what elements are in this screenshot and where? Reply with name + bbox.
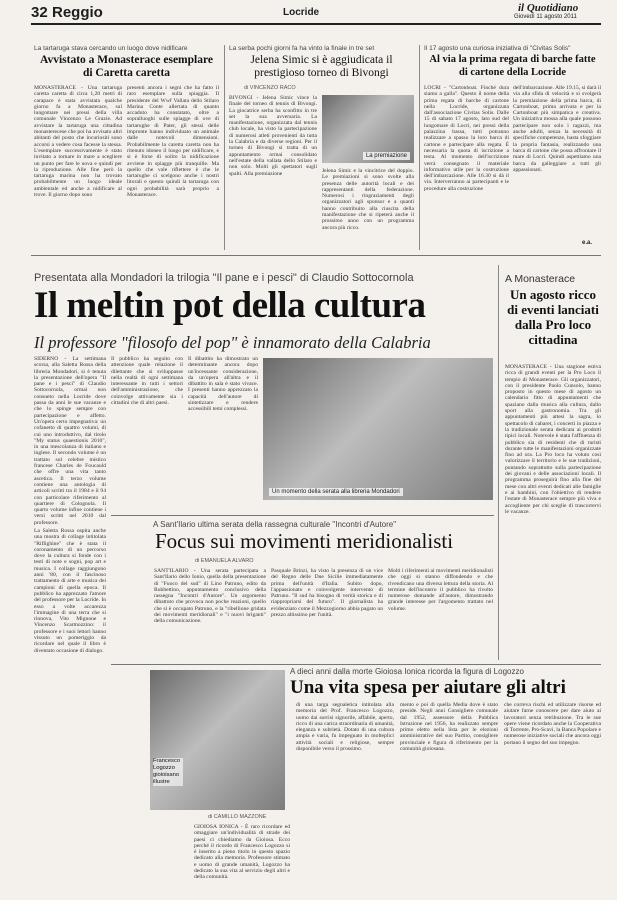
bookstore-photo: [263, 358, 493, 500]
logozzo-portrait-photo: [150, 670, 285, 810]
column-divider-1: [224, 45, 225, 250]
focus-headline: Focus sui movimenti meridionalisti: [155, 529, 454, 553]
column-divider-2: [419, 45, 420, 250]
main-body-col1: SIDERNO - La settimana scorsa, alla Saletta Rossa della libreria Mondadori, si è tenuta la presentazione dell'opera "Il pane e i pesci" di Claudio Sottocornola, ormai non consueto nella Locride dove passa da anni le sue vacanze e che lo spinge sempre con partecipazione e affetto. Un'opera certo impegnativa: un cofanetto di quattro volumi, di cui uno introduttivo, dal titolo "My status quaestionis 2010", in una mescolanza di italiano e inglese. Il secondo volume è un trattato sul celebre mistico francese Charles de Foucauld che offre una vita tanto ascetica. Il terzo volume contiene una antologia di articoli scritti tra il 1984 e il 94 con particolare riferimento al quartiere di Colognola. Il quarto volume infine contiene i versi scritti nel 2010 dal professore.: [34, 356, 106, 526]
main-headline: Il meltin pot della cultura: [34, 285, 426, 326]
page-number: 32: [31, 4, 48, 21]
focus-byline: di EMANUELA ALVARO: [195, 558, 254, 564]
bookstore-photo-caption: Un momento della serata alla libreria Mondadori: [269, 488, 403, 496]
article-1-body-col1: MONASTERACE - Una tartaruga caretta caretta di circa 1,20 metri di carapace è stata avvistata qualche giorno fa a Monasterace, sul lungomare nei pressi della villa comunale Vincenzo Le Grazie. Ad avvistare la tartaruga una cittadina monasterecese che poi ha avvisato altri abitanti del posto che incuriositi sono accorsi a vedere cosa facesse la stessa. L'esemplare successivamente è stato invitato a tornare in mare a scegliere un punto per fare le uova e quindi per la riproduzione. Alle fine però la tartaruga marina non ha trovato probabilmente un luogo ideale ambientale ed anche a nidificare al trove. Il giorno dopo sono: [34, 85, 122, 199]
article-1-headline: Avvistato a Monasterace esemplare di Caretta caretta: [40, 54, 213, 79]
article-2-body-col1: BIVONGI - Jelena Simic vince la finale del torneo di tennis di Bivongi. La giocatrice serba ha sconfitto in tre set la sua avversaria. La manifestazione, organizzata dal tennis club locale, ha visto la partecipazione di numerosi atleti provenienti da tutta la Calabria e da diverse regioni. Per il torneo di Bivongi si tratta di un appuntamento ormai consolidato nell'estate della vallata dello Stilaro e non solo. Molti gli spettatori sugli spalti. Alla premiazione: [229, 95, 317, 177]
sidebar-kicker: A Monasterace: [505, 273, 576, 285]
article-3-signature: e.a.: [582, 240, 593, 246]
focus-body-col3: Molti i riferimenti ai movimenti meridionalisti che oggi si stanno diffondendo e che rivendicano una diversa lettura della storia. Al termine dell'incontro il pubblico ha rivolto numerose domande all'autore, dimostrando grande interesse per l'argomento trattato nel volume.: [388, 568, 493, 612]
bottom-section-rule: [111, 664, 601, 665]
locality-name: Locride: [283, 7, 320, 18]
sidebar-headline: Un agosto ricco di eventi lanciati dalla Pro loco cittadina: [507, 287, 599, 347]
section-name: Reggio: [52, 4, 103, 21]
article-3-body-col1: LOCRI - "Cartonboat. Finché dura siamo a galla". Questo il nome della prima regata di barche di cartone nella Locride, organizzata dall'associazione Civitas Solis. Dalle 15 di sabato 17 agosto, lato sud del lungomare di Locri, nei pressi della palazzina bassa, tutti potranno realizzare a spasso la loro barca di cartone e partecipare alla regata. È necessaria la quota di iscrizione a testa. Al momento dell'iscrizione verrà consegnato il materiale informativo utile per la costruzione dell'imbarcazione. Alle 16.30 si dà il via. Interverranno ai partecipanti e le procedure alla costruzione: [424, 85, 509, 192]
tennis-photo-caption: La premiazione: [363, 152, 410, 160]
article-3-headline: Al via la prima regata di barche fatte di cartone della Locride: [429, 54, 596, 78]
main-body-col2: La Saletta Rossa ospita anche una mostra di collage intitolata "Riflighine" che è stata il coronamento di un percorso dove la cultura si fonde con i testi di note e sogni, pop art e musica. I collage raggiungono anni '80, con il fascinoso trattamento di arte e musica dei campioni di quella epoca. Il pubblico ha apprezzato l'amore del professore per la Locride. In esso a volte accarezza l'immagine di una terra che si rinnova, Vito Mignone e Vincenzo Scarmozzino: il professore e i suoi lettori hanno vissuto un pomeriggio da ricordare nel quale il libro è diventato occasione di dialogo.: [34, 528, 106, 654]
focus-body-col2: Pasquale Brinzi, ha visto la presenza di un vice del Regno delle Due Sicilie immediatamente prima dell'unità d'Italia. Subito dopo, l'appassionato e coinvolgente intervento di Patruno. "Il sud ha bisogno di verità storica e di riappropriarsi del futuro". Il giornalista ha evidenziato come il Mezzogiorno abbia pagato un prezzo altissimo per l'unità.: [271, 568, 383, 619]
bottom-headline: Una vita spesa per aiutare gli altri: [290, 677, 566, 698]
focus-top-rule: [111, 515, 494, 516]
focus-body-col1: SANT'ILARIO - Una serata partecipata a Sant'Ilario dello Ionio, quella della presentazione di "Fuoco del sud" di Lino Patruno, edito da Rubbettino, appuntamento conclusivo della rassegna "Incontri d'Autore". Un argomento dibattuto che provoca non poche reazioni, quello che si è occupato Patruno, e la "ribellione gridata dei movimenti meridionali" e "i nuovi briganti" della comunicazione.: [154, 568, 266, 625]
article-2-byline: di VINCENZO RACO: [244, 85, 296, 91]
issue-date: Giovedì 11 agosto 2011: [514, 14, 577, 20]
main-subhead: Il professore "filosofo del pop" è innamorato della Calabria: [34, 333, 431, 352]
newspaper-logo: il Quotidiano: [518, 2, 579, 14]
top-row-bottom-rule: [31, 255, 601, 256]
tennis-award-photo: [322, 95, 414, 163]
focus-kicker: A Sant'Ilario ultima serata della rassegna culturale "Incontri d'Autore": [153, 520, 397, 529]
column-divider-3: [498, 265, 499, 660]
bottom-byline: di CAMILLO MAZZONE: [208, 814, 267, 820]
portrait-caption: Francesco Logozzo gioioisano illustre: [153, 758, 183, 786]
bottom-body-col4: che correva rischi ed utilizzare risorse ed aiutare farne conoscere per dare aiuto ai lavoratori senza retribuzione. Tra le sue opere viene ricordato anche la Cooperativa di Torrente, Pro-Scavi, la Banca Popolare e numerose iniziative sociali che ancora oggi portano il segno del suo impegno.: [504, 702, 601, 746]
masthead: [0, 0, 617, 22]
bottom-body-col3: mento e poi di quella Media dove è stato preside. Negli anni Consigliere comunale dal 1952, assessore della Pubblica Istruzione nel 1956, ha realizzato sempre primo eletto nella lista per le elezioni amministrative del suo Partito, consigliere provinciale e figura di riferimento per la comunità gioiosana.: [400, 702, 498, 753]
sidebar-body: MONASTERACE - Una stagione estiva ricca di grandi eventi per la Pro Loco il tempio di Monasterace. Gli organizzatori, con il presidente Paolo Cunsolo, hanno proposto in questo mese di agosto un calendario fitto di appuntamenti che spaziano dalla musica alla cultura, dallo sport alla gastronomia. Tra gli appuntamenti più attesi la sagra, lo spettacolo di cabaret, i concerti in piazza e la tradizionale serata dedicata ai prodotti tipici locali. Notevole è stata l'affluenza di pubblico sia di residenti che di turisti durante tutte le manifestazioni organizzate fino ad ora. La Pro loco ha voluto così valorizzare il territorio e le sue tradizioni, puntando soprattutto sulla partecipazione dei giovani e delle associazioni locali. Il programma proseguirà fino alla fine del mese con altri eventi dedicati alle famiglie e ai bambini, con l'obiettivo di rendere l'estate di Monasterace sempre più viva e accogliente per chi sceglie di trascorrervi le vacanze.: [505, 364, 601, 515]
bottom-kicker: A dieci anni dalla morte Gioiosa Ionica ricorda la figura di Logozzo: [290, 667, 524, 676]
article-3-kicker: Il 17 agosto una curiosa iniziativa di "Civitas Solis": [424, 45, 571, 52]
main-kicker: Presentata alla Mondadori la trilogia "Il pane e i pesci" di Claudio Sottocornola: [34, 272, 414, 284]
bottom-body-col2: di una targa segnaletica intitolata alla memoria del Prof. Francesco Logozzo, uomo dai sorrisi signorile, affabile, aperto, ricco di una carica straordinaria di umanità, eleganza e sobrietà. Dotato di una cultura ampia e varia, fu impegnato in molteplici attività sociali e religiose, sempre disponibile verso il prossimo.: [296, 702, 394, 753]
bottom-body-col1: GIOIOSA IONICA - È raro ricordare ed omaggiare un'individualità di strade dei paesi ci chiediamo da Gioiosa. Ecco perché il ricordo di Francesco Logozzo si è inserito a pieno titolo in questo spazio dedicato alla memoria. Professore stimato e uomo di grande umanità, Logozzo ha dedicato la sua vita al servizio degli altri e della comunità.: [194, 824, 290, 881]
article-2-body-col2: Jelena Simic e la vincitrice del doppio. Le premiazioni si sono svolte alla presenza delle autorità locali e dei rappresentanti della federazione. Numerosi i ringraziamenti degli organizzatori agli sponsor e a quanti hanno contribuito alla riuscita della manifestazione che si ripeterà anche il prossimo anno con un programma ancora più ricco.: [322, 168, 414, 231]
main-body-col2b: Il pubblico ha seguito con attenzione quale relazione il dilettante che si sviluppasse nella realtà di ogni settimana interessante in tutti i settori dell'amministrazione, che coinvolge attivamente sia i cittadini che di altri paesi.: [111, 356, 183, 407]
article-1-kicker: La tartaruga stava cercando un luogo dove nidificare: [34, 45, 188, 52]
article-3-body-col2: dell'imbarcazione. Alle 19.15, si darà il via alla sfida di velocità e si svolgerà la premiazione della prima barca, di Cartonboat, prima arrivata e per la Cartonboat più simpatica e creativa. Un iniziativa mossa alla quale possono partecipare non solo i ragazzi, ma anche adulti, senza la necessità di specifiche competenze, basta sfoggiare la propria fantasia, realizzando una barca di cartone che possa affrontare il mare di Locri. Quindi aspettiamo una barca da galleggiare a tutti gli appassionati.: [513, 85, 601, 173]
article-1-body-col2: presenti ancora i segni che ha fatto il raro esemplare sulla spiaggia. Il presidente del Wwf Vallata dello Stilaro Marina Conte allertata di quanto accaduto ha constatato, oltre a sopralluoghi sulle spiagge di ove di tartarughe di Pater, gli stessi delle impronte hanno individuato un animale dalle notevoli dimensioni. Probabilmente la caretta caretta non ha ritenuto idoneo il luogo per nidificare, e si è forse di solito la nidificazione avviene in spiagge più tranquille. Ma quello che vale riflettere è che le tartarughe ci scelgono anche i nostri litorali e questo quindi la tartaruga con ogni probabilità sarà proprio a Monasterace.: [127, 85, 219, 199]
masthead-rule: [31, 23, 601, 25]
main-body-col3: Il dibattito ha dimostrato un determinante ancora dopo un'incessante considerazione, da un'opera all'altra e il dibattito in sala è stato vivace. I presenti hanno apprezzato la capacità dell'autore di sintetizzare e rendere accessibili temi complessi.: [188, 356, 258, 413]
article-2-headline: Jelena Simic si è aggiudicata il prestigioso torneo di Bivongi: [250, 54, 393, 79]
article-2-kicker: La serba pochi giorni fa ha vinto la finale in tre set: [229, 45, 375, 52]
